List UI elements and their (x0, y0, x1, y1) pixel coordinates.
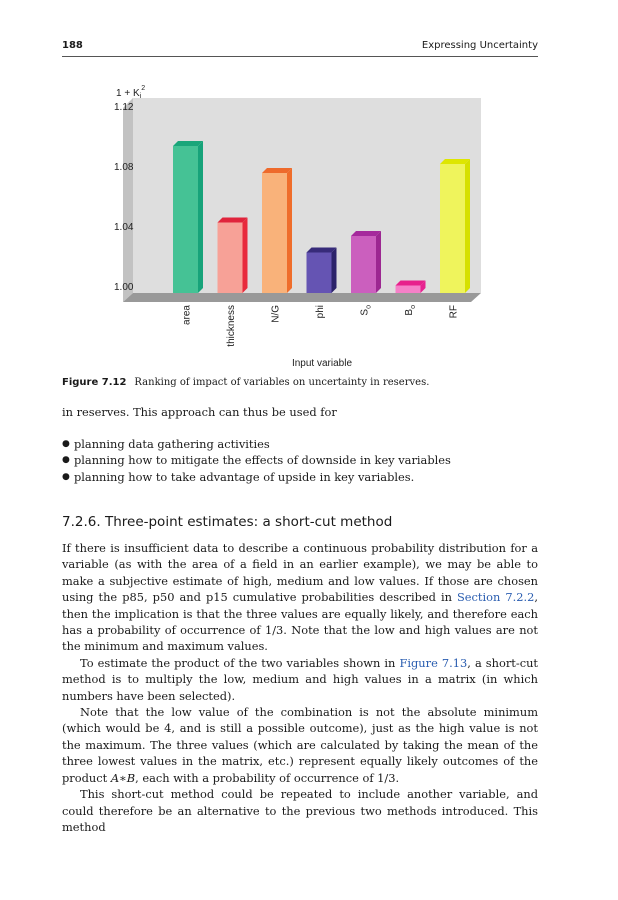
bar (218, 223, 243, 294)
x-tick-label: thickness (226, 305, 237, 347)
body-paragraphs (62, 540, 538, 835)
product-variable: A∗B (110, 770, 136, 785)
paragraph-4: This short-cut method could be repeated to include another variable, and could therefore be an alternative to the previous two methods introduced. This method (62, 787, 538, 834)
x-tick-label: $S_o$ (359, 305, 373, 316)
y-tick-label: 1.08 (114, 162, 134, 173)
figure-label: Figure 7.12 (62, 377, 127, 388)
y-axis-title: $1 + K_i^2$ (116, 85, 146, 100)
y-tick-label: 1.00 (114, 282, 134, 293)
header-rule (62, 56, 538, 57)
chart-left-wall (123, 98, 133, 302)
bar-top (173, 141, 203, 146)
bar-top (440, 159, 470, 164)
bullet-list (62, 436, 538, 485)
x-tick-label: phi (315, 305, 326, 319)
bar-side (243, 218, 248, 294)
x-tick-label: $B_o$ (404, 305, 417, 316)
y-tick-label: 1.04 (114, 222, 134, 233)
bar (351, 236, 376, 293)
bar-side (465, 159, 470, 293)
paragraph-1: If there is insufficient data to describe a continuous probability distribution for a variable (as with the area of a field in an earlier example), we may be able to make a subjective estimate of high, medium and low values. If those are chosen using the p85, p50 and p15 cumulative probabilities described in Section 7.2.2, then the implication is that the three values are equally likely, and therefore each has a probability of occurrence of 1/3. Note that the low and high values are not the minimum and maximum values. (62, 541, 538, 654)
bullet-item: ● planning how to mitigate the effects of downside in key variables (62, 452, 538, 468)
section-number: 7.2.6. (62, 514, 101, 530)
bar-top (262, 168, 292, 173)
figure-caption-text: Ranking of impact of variables on uncertainty in reserves. (134, 377, 430, 388)
bar-side (376, 231, 381, 293)
bullet-item: ● planning data gathering activities (62, 436, 538, 452)
paragraph-3: Note that the low value of the combination is not the absolute minimum (which would be 4, and is still a possible outcome), just as the high value is not the maximum. The three values (which are calculated by taking the mean of the three lowest values in the matrix, etc.) represent equally likely outcomes of the product A∗B, each with a probability of occurrence of 1/3. (62, 705, 538, 785)
bullet-item: ● planning how to take advantage of upside in key variables. (62, 469, 538, 485)
bar-side (332, 248, 337, 294)
chart-floor (123, 293, 481, 302)
bar (307, 253, 332, 294)
page-number: 188 (62, 40, 83, 51)
x-tick-label: N/G (270, 305, 282, 323)
running-title: Expressing Uncertainty (421, 40, 538, 51)
bar-top (396, 281, 426, 286)
bar (173, 146, 198, 293)
section-link[interactable]: Section 7.2.2 (457, 590, 535, 605)
intro-paragraph (62, 404, 538, 420)
bar (262, 173, 287, 293)
section-heading (62, 514, 538, 530)
bar-top (307, 248, 337, 253)
bar-chart (100, 80, 500, 372)
bar (396, 286, 421, 294)
bar (440, 164, 465, 293)
x-tick-label: RF (448, 305, 460, 319)
section-title: Three-point estimates: a short-cut method (104, 514, 393, 530)
x-axis-title: Input variable (291, 358, 353, 369)
paragraph-2: To estimate the product of the two variables shown in Figure 7.13, a short-cut method is to multiply the low, medium and high values in a matrix (in which numbers have been selected). (62, 655, 539, 703)
bar-top (351, 231, 381, 236)
x-tick-label: area (181, 305, 193, 326)
bar-side (287, 168, 292, 293)
bar-top (218, 218, 248, 223)
intro-text: in reserves. This approach can thus be used for (62, 405, 337, 419)
y-tick-label: 1.12 (114, 102, 134, 113)
bar-side (198, 141, 203, 293)
figure-link[interactable]: Figure 7.13 (399, 655, 468, 670)
figure-caption (62, 377, 538, 388)
